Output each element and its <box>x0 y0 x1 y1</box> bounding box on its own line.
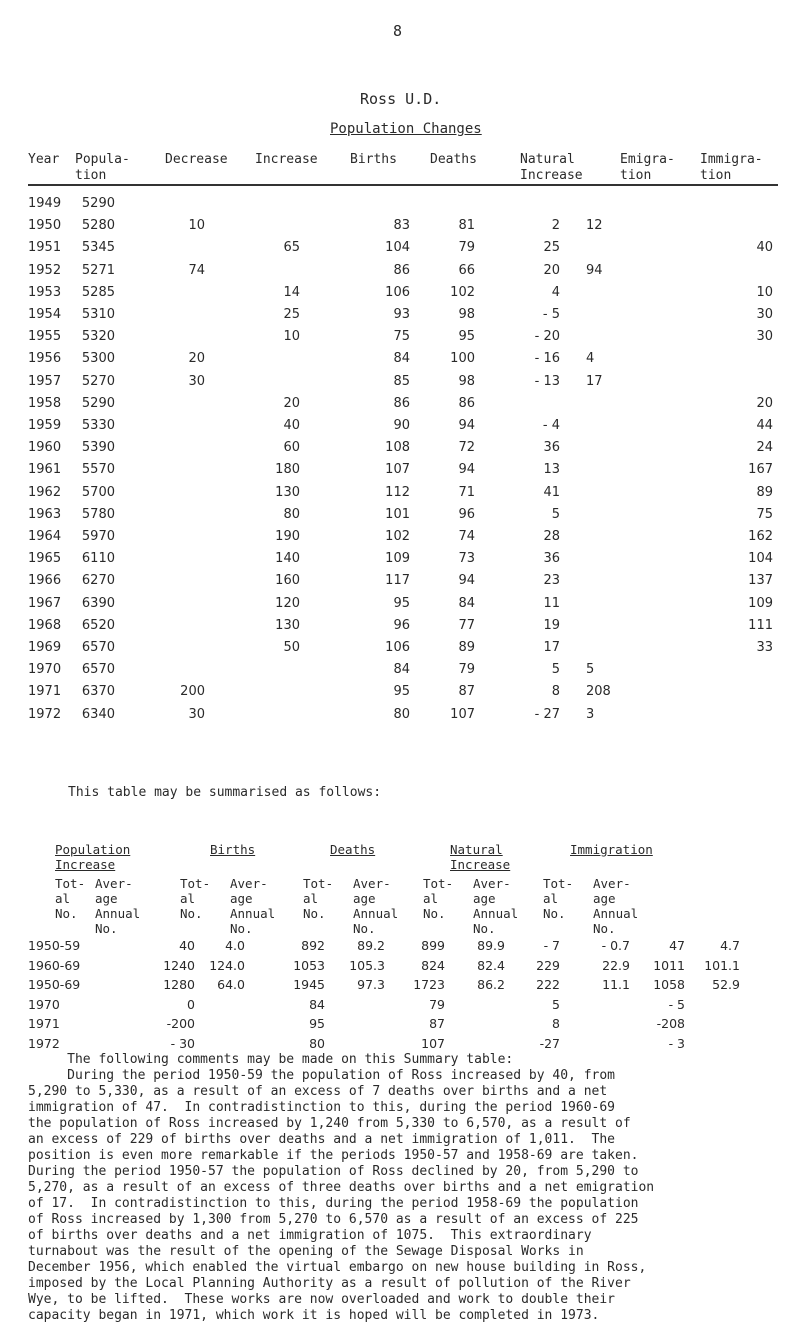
summary-cell: 1011 <box>653 957 685 973</box>
summary-cell: -27 <box>539 1035 560 1051</box>
summary-cell: 1280 <box>163 977 195 992</box>
table-cell: 50 <box>283 640 300 655</box>
table-cell: 100 <box>450 351 475 367</box>
summary-cell: 4.0 <box>225 938 245 953</box>
table-cell: 75 <box>756 506 773 522</box>
summary-cell: 86.2 <box>477 977 505 992</box>
table-cell: 5300 <box>81 351 115 367</box>
table-cell: 102 <box>450 284 475 300</box>
table-cell: 25 <box>283 307 300 322</box>
table-cell: 23 <box>543 573 560 589</box>
table-cell: 1964 <box>28 529 62 544</box>
table-cell: 5290 <box>81 395 115 411</box>
summary-group-header: Population Increase <box>55 842 131 872</box>
summary-subheader: Tot- al No. <box>423 876 454 921</box>
summary-cell: 64.0 <box>217 977 245 992</box>
table-cell: 84 <box>393 662 410 678</box>
summary-cell: 8 <box>552 1016 560 1031</box>
table-cell: 6520 <box>81 617 115 633</box>
summary-cell: 97.3 <box>357 977 385 992</box>
table-cell: 108 <box>385 440 410 456</box>
table-cell: 5280 <box>81 218 115 234</box>
table-cell: 120 <box>275 595 300 611</box>
table-cell: 5271 <box>81 262 115 278</box>
table-cell: 180 <box>275 462 300 478</box>
summary-cell: 899 <box>421 938 445 953</box>
table-cell: 1955 <box>28 329 62 345</box>
table-cell: 3 <box>586 706 595 722</box>
table-cell: 5290 <box>81 196 115 211</box>
table-cell: 24 <box>756 440 773 456</box>
column-header: Natural Increase <box>520 152 583 183</box>
table-cell: 5390 <box>81 440 115 456</box>
table-cell: 5 <box>586 662 595 678</box>
table-cell: 5 <box>551 506 560 522</box>
page-number: 8 <box>393 22 403 40</box>
summary-subheader: Tot- al No. <box>55 876 86 921</box>
table-cell: 5700 <box>81 484 115 500</box>
summary-subheader: Tot- al No. <box>303 876 334 921</box>
comment-line: position is even more remarkable if the periods 1950-57 and 1958-69 are taken. <box>28 1148 639 1163</box>
comment-line: Wye, to be lifted. These works are now overloaded and work to double their <box>28 1292 615 1307</box>
table-cell: 1952 <box>28 262 62 278</box>
table-cell: 1950 <box>28 218 62 234</box>
comment-line: of 17. In contradistinction to this, during the period 1958-69 the population <box>28 1196 639 1211</box>
table-cell: 89 <box>458 640 475 655</box>
summary-cell: 1970 <box>28 996 60 1012</box>
table-cell: 106 <box>385 640 410 655</box>
summary-subheader: Aver- age Annual No. <box>353 876 399 936</box>
table-cell: 1949 <box>28 196 62 211</box>
table-cell: 10 <box>188 218 205 234</box>
summary-cell: 52.9 <box>712 977 740 992</box>
summary-cell: 4.7 <box>720 938 740 953</box>
table-cell: 1961 <box>28 462 62 478</box>
summary-cell: 107 <box>421 1035 445 1051</box>
table-cell: 30 <box>756 307 773 322</box>
summary-cell: - 7 <box>543 938 560 953</box>
table-cell: 86 <box>393 262 410 278</box>
table-cell: 107 <box>450 706 475 722</box>
table-cell: - 16 <box>534 351 560 367</box>
column-header: Year <box>28 152 60 167</box>
table-cell: 84 <box>393 351 410 367</box>
table-cell: 93 <box>393 307 410 322</box>
table-cell: 1951 <box>28 240 62 256</box>
table-cell: 1962 <box>28 484 62 500</box>
table-cell: 14 <box>283 284 300 300</box>
table-cell: 17 <box>543 640 560 655</box>
table-cell: 77 <box>458 617 475 633</box>
table-cell: 8 <box>551 684 560 700</box>
summary-cell: 0 <box>187 996 195 1012</box>
table-cell: 89 <box>756 484 773 500</box>
table-cell: 85 <box>393 373 410 389</box>
table-cell: 117 <box>385 573 410 589</box>
table-cell: - 4 <box>542 418 560 433</box>
table-cell: 1970 <box>28 662 62 678</box>
table-cell: 137 <box>748 573 773 589</box>
summary-cell: 47 <box>669 938 685 953</box>
table-cell: 36 <box>543 551 560 567</box>
table-cell: 104 <box>748 551 773 567</box>
summary-cell: - 0.7 <box>601 938 630 953</box>
summary-subheader: Aver- age Annual No. <box>230 876 276 936</box>
table-cell: - 27 <box>534 706 560 722</box>
table-cell: 20 <box>283 395 300 411</box>
table-cell: 1972 <box>28 706 62 722</box>
summary-group-header: Immigration <box>570 842 653 857</box>
summary-cell: 5 <box>552 996 560 1012</box>
summary-cell: 1971 <box>28 1016 60 1031</box>
summary-subheader: Tot- al No. <box>543 876 574 921</box>
table-cell: 1957 <box>28 373 62 389</box>
comment-line: The following comments may be made on this Summary table: <box>28 1052 514 1067</box>
table-cell: 65 <box>283 240 300 256</box>
summary-cell: 222 <box>536 977 560 992</box>
summary-subheader: Aver- age Annual No. <box>95 876 141 936</box>
table-cell: 4 <box>551 284 560 300</box>
comment-line: an excess of 229 of births over deaths and a net immigration of 1,011. The <box>28 1132 615 1147</box>
summary-cell: 1972 <box>28 1035 60 1051</box>
table-cell: - 20 <box>534 329 560 345</box>
table-cell: 167 <box>748 462 773 478</box>
summary-cell: 1240 <box>163 957 195 973</box>
table-cell: 74 <box>458 529 475 544</box>
table-cell: 30 <box>188 706 205 722</box>
table-cell: 90 <box>393 418 410 433</box>
table-cell: 10 <box>756 284 773 300</box>
table-cell: 72 <box>458 440 475 456</box>
table-cell: 33 <box>756 640 773 655</box>
table-cell: 20 <box>543 262 560 278</box>
table-cell: 208 <box>586 684 611 700</box>
table-cell: 84 <box>458 595 475 611</box>
table-cell: 1954 <box>28 307 62 322</box>
table-cell: 98 <box>458 373 475 389</box>
comment-line: 5,290 to 5,330, as a result of an excess of 7 deaths over births and a net <box>28 1084 608 1099</box>
table-cell: 109 <box>748 595 773 611</box>
table-cell: 5 <box>551 662 560 678</box>
comment-line: December 1956, which enabled the virtual embargo on new house building in Ross, <box>28 1260 647 1275</box>
table-cell: 1966 <box>28 573 62 589</box>
column-header: Immigra- tion <box>700 152 763 183</box>
table-cell: 1967 <box>28 595 62 611</box>
table-cell: 1953 <box>28 284 62 300</box>
comment-line: turnabout was the result of the opening of the Sewage Disposal Works in <box>28 1244 584 1259</box>
summary-group-header: Natural Increase <box>450 842 511 872</box>
table-cell: 6340 <box>81 706 115 722</box>
table-cell: 6270 <box>81 573 115 589</box>
table-cell: 130 <box>275 617 300 633</box>
table-cell: 106 <box>385 284 410 300</box>
comment-line: immigration of 47. In contradistinction to this, during the period 1960-69 <box>28 1100 615 1115</box>
table-cell: 1969 <box>28 640 62 655</box>
table-cell: 94 <box>458 462 475 478</box>
table-cell: 79 <box>458 662 475 678</box>
table-cell: 5780 <box>81 506 115 522</box>
table-cell: 4 <box>586 351 595 367</box>
table-cell: 44 <box>756 418 773 433</box>
table-cell: 1959 <box>28 418 62 433</box>
table-cell: 41 <box>543 484 560 500</box>
summary-cell: 824 <box>421 957 445 973</box>
column-header: Popula- tion <box>75 152 130 183</box>
table-cell: 74 <box>188 262 205 278</box>
table-cell: - 5 <box>542 307 560 322</box>
summary-cell: 1723 <box>413 977 445 992</box>
table-cell: 6570 <box>81 640 115 655</box>
table-cell: 6370 <box>81 684 115 700</box>
summary-subheader: Tot- al No. <box>180 876 211 921</box>
table-cell: 1965 <box>28 551 62 567</box>
table-cell: 19 <box>543 617 560 633</box>
table-cell: 109 <box>385 551 410 567</box>
document-subtitle: Population Changes <box>330 121 482 137</box>
table-cell: 1958 <box>28 395 62 411</box>
table-cell: 83 <box>393 218 410 234</box>
table-cell: 30 <box>188 373 205 389</box>
column-header: Births <box>350 152 397 167</box>
summary-cell: - 5 <box>668 996 685 1012</box>
summary-cell: 82.4 <box>477 957 505 973</box>
table-cell: 20 <box>188 351 205 367</box>
table-cell: 162 <box>748 529 773 544</box>
table-cell: 86 <box>393 395 410 411</box>
summary-cell: - 30 <box>170 1035 195 1051</box>
summary-cell: 124.0 <box>209 957 245 973</box>
summary-cell: 1950-69 <box>28 977 81 992</box>
table-cell: 5330 <box>81 418 115 433</box>
table-cell: 25 <box>543 240 560 256</box>
table-cell: 86 <box>458 395 475 411</box>
table-cell: 13 <box>543 462 560 478</box>
table-cell: - 13 <box>534 373 560 389</box>
summary-cell: 1945 <box>293 977 325 992</box>
table-cell: 60 <box>283 440 300 456</box>
table-cell: 102 <box>385 529 410 544</box>
table-cell: 95 <box>458 329 475 345</box>
comments-paragraph <box>28 1052 788 1324</box>
table-cell: 200 <box>180 684 205 700</box>
table-cell: 5270 <box>81 373 115 389</box>
summary-cell: 40 <box>179 938 195 953</box>
column-header: Increase <box>255 152 318 167</box>
summary-cell: 87 <box>429 1016 445 1031</box>
table-cell: 96 <box>458 506 475 522</box>
table-cell: 95 <box>393 684 410 700</box>
table-cell: 160 <box>275 573 300 589</box>
table-cell: 2 <box>551 218 560 234</box>
summary-subheader: Aver- age Annual No. <box>593 876 639 936</box>
table-cell: 112 <box>385 484 410 500</box>
table-cell: 6570 <box>81 662 115 678</box>
header-rule <box>28 184 778 186</box>
comment-line: During the period 1950-59 the population of Ross increased by 40, from <box>28 1068 615 1083</box>
summary-group-header: Deaths <box>330 842 376 857</box>
table-cell: 28 <box>543 529 560 544</box>
table-cell: 1963 <box>28 506 62 522</box>
summary-cell: 89.9 <box>477 938 505 953</box>
summary-cell: 80 <box>309 1035 325 1051</box>
table-cell: 66 <box>458 262 475 278</box>
table-cell: 5285 <box>81 284 115 300</box>
summary-intro: This table may be summarised as follows: <box>68 785 382 800</box>
summary-cell: 105.3 <box>349 957 385 973</box>
table-cell: 10 <box>283 329 300 345</box>
table-cell: 140 <box>275 551 300 567</box>
table-cell: 30 <box>756 329 773 345</box>
summary-cell: 1058 <box>653 977 685 992</box>
table-cell: 94 <box>458 418 475 433</box>
table-cell: 6110 <box>81 551 115 567</box>
summary-cell: 95 <box>309 1016 325 1031</box>
table-cell: 87 <box>458 684 475 700</box>
table-cell: 80 <box>393 706 410 722</box>
table-cell: 5310 <box>81 307 115 322</box>
table-cell: 79 <box>458 240 475 256</box>
table-cell: 104 <box>385 240 410 256</box>
table-cell: 36 <box>543 440 560 456</box>
table-cell: 1968 <box>28 617 62 633</box>
table-cell: 17 <box>586 373 603 389</box>
table-cell: 71 <box>458 484 475 500</box>
summary-group-header: Births <box>210 842 256 857</box>
comment-line: capacity began in 1971, which work it is hoped will be completed in 1973. <box>28 1308 600 1323</box>
table-cell: 73 <box>458 551 475 567</box>
summary-cell: 79 <box>429 996 445 1012</box>
summary-cell: 89.2 <box>357 938 385 953</box>
column-header: Emigra- tion <box>620 152 675 183</box>
table-cell: 96 <box>393 617 410 633</box>
comment-line: of births over deaths and a net immigration of 1075. This extraordinary <box>28 1228 592 1243</box>
summary-cell: 11.1 <box>602 977 630 992</box>
table-cell: 130 <box>275 484 300 500</box>
comment-line: the population of Ross increased by 1,240 from 5,330 to 6,570, as a result of <box>28 1116 631 1131</box>
summary-cell: 892 <box>301 938 325 953</box>
comment-line: 5,270, as a result of an excess of three deaths over births and a net emigration <box>28 1180 655 1195</box>
table-cell: 5970 <box>81 529 115 544</box>
summary-cell: 229 <box>536 957 560 973</box>
table-cell: 81 <box>458 218 475 234</box>
table-cell: 20 <box>756 395 773 411</box>
column-header: Deaths <box>430 152 477 167</box>
table-cell: 5345 <box>81 240 115 256</box>
table-cell: 94 <box>586 262 603 278</box>
summary-cell: 1960-69 <box>28 957 81 973</box>
table-cell: 75 <box>393 329 410 345</box>
table-cell: 190 <box>275 529 300 544</box>
summary-cell: 1053 <box>293 957 325 973</box>
summary-cell: 84 <box>309 996 325 1012</box>
table-cell: 80 <box>283 506 300 522</box>
table-cell: 12 <box>586 218 603 234</box>
summary-cell: 101.1 <box>704 957 740 973</box>
table-cell: 1956 <box>28 351 62 367</box>
comment-line: During the period 1950-57 the population of Ross declined by 20, from 5,290 to <box>28 1164 639 1179</box>
summary-cell: 22.9 <box>602 957 630 973</box>
table-cell: 94 <box>458 573 475 589</box>
comment-line: of Ross increased by 1,300 from 5,270 to 6,570 as a result of an excess of 225 <box>28 1212 639 1227</box>
table-cell: 95 <box>393 595 410 611</box>
table-cell: 107 <box>385 462 410 478</box>
summary-cell: -208 <box>656 1016 685 1031</box>
comment-line: imposed by the Local Planning Authority as a result of pollution of the River <box>28 1276 631 1291</box>
table-cell: 40 <box>756 240 773 256</box>
summary-cell: -200 <box>166 1016 195 1031</box>
table-cell: 6390 <box>81 595 115 611</box>
table-cell: 1971 <box>28 684 62 700</box>
table-cell: 98 <box>458 307 475 322</box>
table-cell: 111 <box>748 617 773 633</box>
summary-cell: 1950-59 <box>28 938 81 953</box>
table-cell: 5570 <box>81 462 115 478</box>
table-cell: 40 <box>283 418 300 433</box>
summary-cell: - 3 <box>668 1035 685 1051</box>
table-cell: 1960 <box>28 440 62 456</box>
summary-subheader: Aver- age Annual No. <box>473 876 519 936</box>
column-header: Decrease <box>165 152 228 167</box>
table-cell: 101 <box>385 506 410 522</box>
table-cell: 5320 <box>81 329 115 345</box>
table-cell: 11 <box>543 595 560 611</box>
document-title: Ross U.D. <box>360 90 442 108</box>
